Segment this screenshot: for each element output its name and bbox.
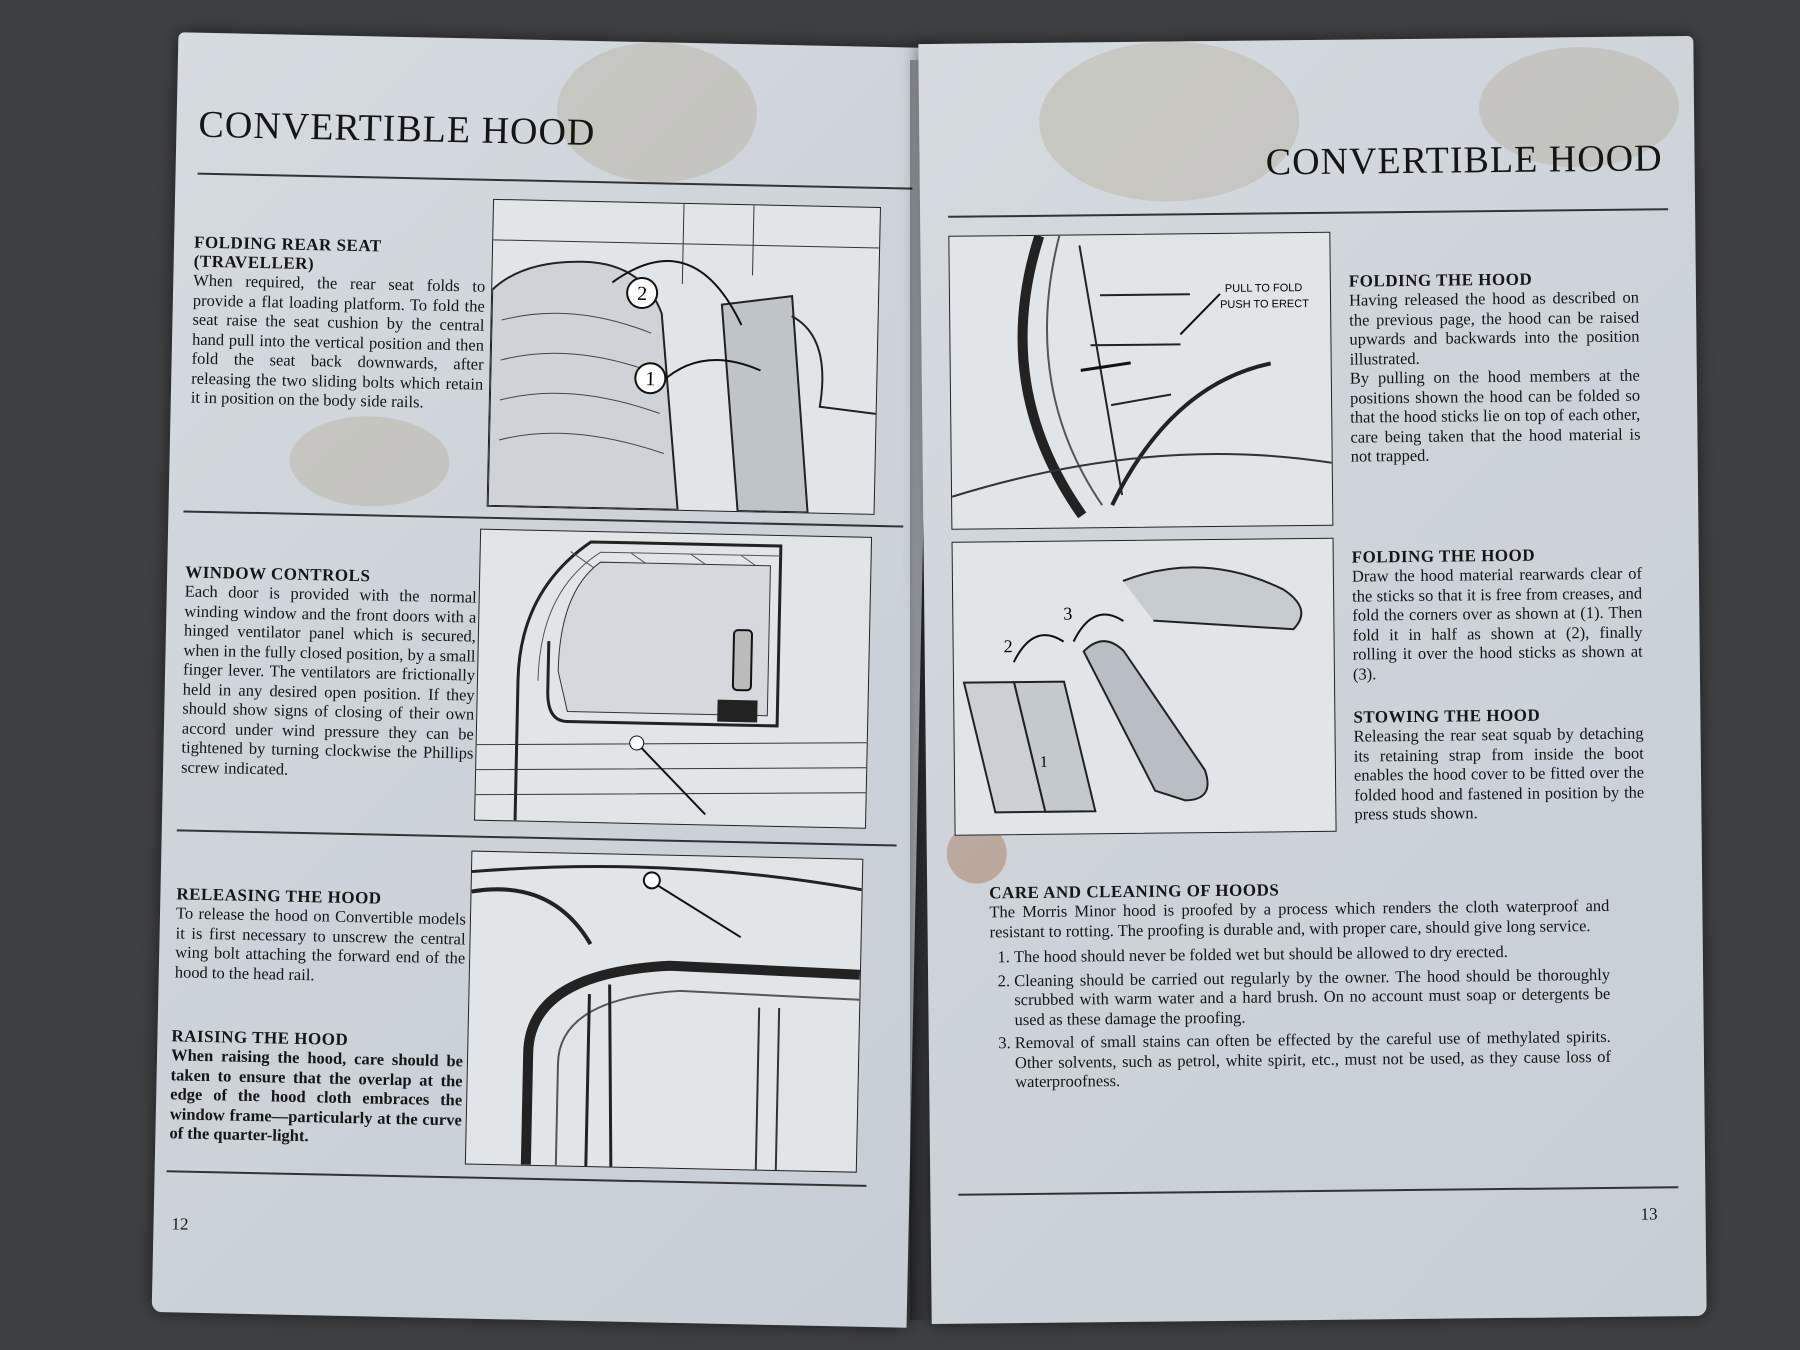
illustration-rear-seat: [487, 199, 881, 515]
section-heading: FOLDING THE HOOD: [1351, 545, 1536, 567]
page-title: CONVERTIBLE HOOD: [198, 103, 596, 154]
section-heading: CARE AND CLEANING OF HOODS: [989, 880, 1280, 903]
section-stowing-hood: [1353, 705, 1644, 825]
fold-step-2-label: 2: [1003, 636, 1013, 657]
section-folding-hood-2: [1352, 545, 1643, 684]
section-releasing-hood: [175, 884, 467, 987]
divider: [177, 829, 897, 846]
divider: [198, 173, 913, 189]
section-body: Draw the hood material rearwards clear of the sticks so that it is free from creases, and fold the corners over as shown at (1). Then fold it in half as shown at (2), finally rolling it over the hood sticks as shown at (3).: [1351, 563, 1643, 684]
page-number: 12: [171, 1214, 189, 1234]
section-raising-hood: [169, 1026, 463, 1149]
section-heading: RELEASING THE HOOD: [176, 884, 382, 908]
section-body: To release the hood on Convertible models it is first necessary to unscrew the central wing bolt attaching the forward end of the hood to the head rail.: [174, 903, 467, 984]
section-body: When raising the hood, care should be taken to ensure that the overlap at the edge of the hood cloth embraces the window frame—particularly at the curve of the quarter-light.: [169, 1045, 464, 1146]
illustration-hood-frame: [948, 232, 1333, 530]
section-window-controls: [181, 562, 477, 782]
list-item: 1. The hood should never be folded wet but should be allowed to dry erected.: [1014, 941, 1610, 967]
hood-rail-drawing: [466, 852, 862, 1172]
divider: [167, 1170, 867, 1186]
section-heading: RAISING THE HOOD: [171, 1026, 349, 1050]
step-2-label: 2: [636, 282, 648, 306]
care-list: [990, 941, 1611, 1092]
illustration-hood-fold: [952, 538, 1337, 836]
left-page: [152, 32, 934, 1328]
page-title: CONVERTIBLE HOOD: [1265, 137, 1663, 184]
rear-seat-drawing: [488, 200, 880, 514]
section-body: When required, the rear seat folds to provide a flat loading platform. To fold the seat raise the seat cushion by the central hand pull into the vertical position and then fold the seat back downwards, after releasing the two sliding bolts which retain it in position on the body side rails.: [190, 270, 486, 412]
page-number: 13: [1640, 1204, 1658, 1224]
fold-step-1-label: 1: [1039, 753, 1048, 771]
section-body: Each door is provided with the normal winding window and the front doors with a hinged ventilator panel which is secured, when in the fully closed position, by a small finger lever. The ventilators are frictionally held in any desired open position. If they should show signs of closing of their own accord under wind pressure they can be tightened by turning clockwise the Phillips screw indicated.: [180, 581, 477, 779]
hood-frame-drawing: [949, 233, 1332, 529]
section-body: Having released the hood as described on the previous page, the hood can be raised upwards and backwards into the position illustrated.: [1348, 287, 1640, 369]
section-folding-hood-1: [1349, 269, 1641, 467]
care-intro: The Morris Minor hood is proofed by a process which renders the cloth waterproof and resistant to rotting. The proofing is durable and, with proper care, should give long service.: [989, 895, 1610, 941]
pull-to-fold-label: PULL TO FOLD: [1224, 282, 1303, 295]
section-body-2: By pulling on the hood members at the positions shown the hood can be folded so that the hood sticks lie on top of each other, care being taken that the hood material is not trapped.: [1349, 365, 1641, 466]
list-item: 2. Cleaning should be carried out regularly by the owner. The hood should be thoroughly scrubbed with warm water and a hard brush. On no account must soap or detergents be used as these damage the proofing.: [1014, 964, 1611, 1029]
window-drawing: [475, 530, 871, 828]
section-care-cleaning: [989, 877, 1611, 1096]
section-folding-rear-seat: [191, 233, 487, 414]
section-body: Releasing the rear seat squab by detaching its retaining strap from inside the boot enables the hood cover to be fitted over the folded hood and fastened in position by the press studs shown.: [1353, 723, 1645, 824]
illustration-window: [474, 529, 872, 829]
section-heading: STOWING THE HOOD: [1353, 705, 1541, 727]
hood-fold-drawing: [953, 539, 1336, 835]
section-heading: FOLDING THE HOOD: [1348, 269, 1533, 291]
illustration-hood-rail: [465, 851, 863, 1173]
divider: [948, 208, 1668, 217]
right-page: [918, 36, 1706, 1324]
fold-step-3-label: 3: [1063, 603, 1073, 624]
push-to-erect-label: PUSH TO ERECT: [1220, 298, 1309, 311]
section-heading: FOLDING REAR SEAT (TRAVELLER): [193, 232, 382, 274]
divider: [958, 1186, 1678, 1195]
section-heading: WINDOW CONTROLS: [184, 562, 371, 586]
step-1-label: 1: [645, 368, 656, 391]
list-item: 3. Removal of small stains can often be effected by the careful use of methylated spirits. Other solvents, such as petrol, white spirit, etc., must not be used, as they cause loss of waterproofness.: [1015, 1027, 1612, 1092]
